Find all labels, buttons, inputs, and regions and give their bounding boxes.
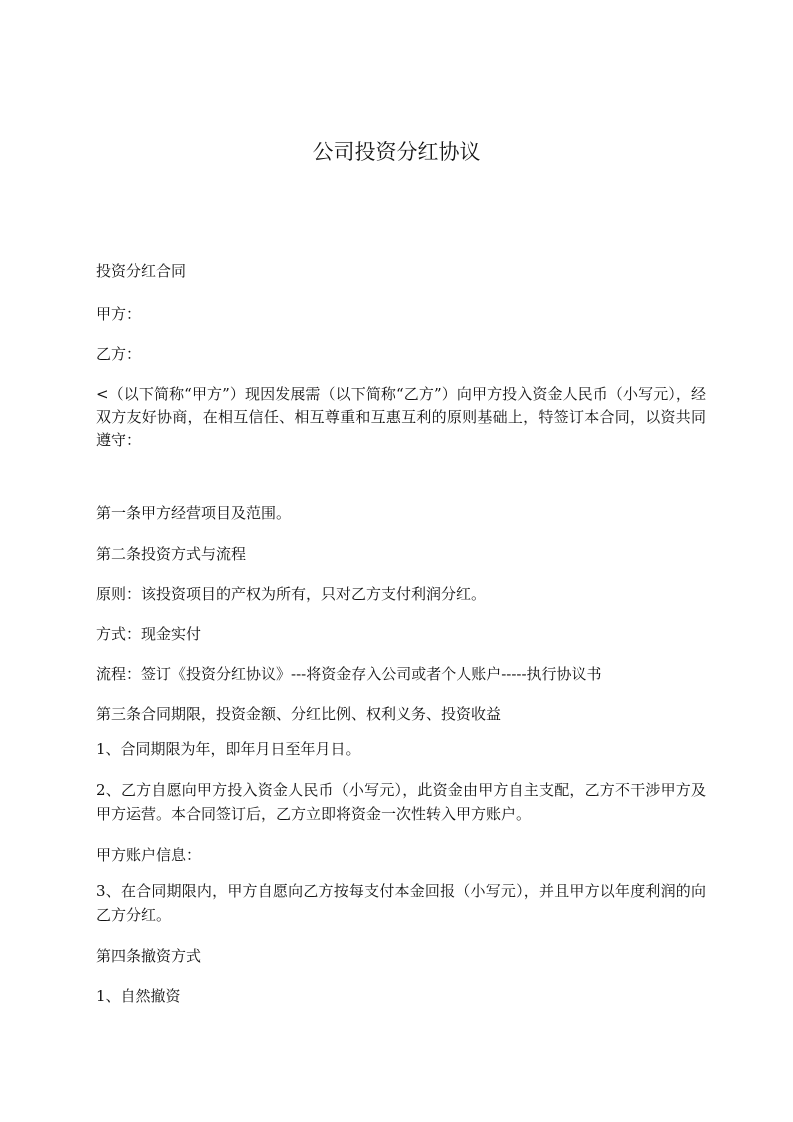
preamble: <（以下简称“甲方”）现因发展需（以下简称“乙方”）向甲方投入资金人民币（小写元），经双方友好协商，在相互信任、相互尊重和互惠互利的原则基础上，特签订本合同，以资共同遵守： — [96, 385, 706, 449]
account-info: 甲方账户信息： — [96, 846, 202, 864]
clause-3-3: 3、在合同期限内，甲方自愿向乙方按每支付本金回报（小写元），并且甲方以年度利润的向乙方分红。 — [96, 882, 706, 924]
subtitle: 投资分红合同 — [96, 262, 187, 280]
article-4: 第四条撤资方式 — [96, 947, 202, 965]
method: 方式：现金实付 — [96, 625, 202, 643]
principle: 原则：该投资项目的产权为所有，只对乙方支付利润分红。 — [96, 585, 487, 603]
process: 流程：签订《投资分红协议》---将资金存入公司或者个人账户-----执行协议书 — [96, 665, 602, 683]
clause-4-1: 1、自然撤资 — [96, 987, 181, 1005]
party-b: 乙方： — [96, 345, 142, 363]
clause-3-2: 2、乙方自愿向甲方投入资金人民币（小写元），此资金由甲方自主支配，乙方不干涉甲方及甲方运营。本合同签订后，乙方立即将资金一次性转入甲方账户。 — [96, 781, 706, 823]
article-3: 第三条合同期限，投资金额、分红比例、权利义务、投资收益 — [96, 705, 502, 723]
article-1: 第一条甲方经营项目及范围。 — [96, 504, 292, 522]
party-a: 甲方： — [96, 305, 142, 323]
clause-3-1: 1、合同期限为年，即年月日至年月日。 — [96, 740, 361, 758]
article-2: 第二条投资方式与流程 — [96, 545, 247, 563]
document-title: 公司投资分红协议 — [312, 140, 481, 164]
